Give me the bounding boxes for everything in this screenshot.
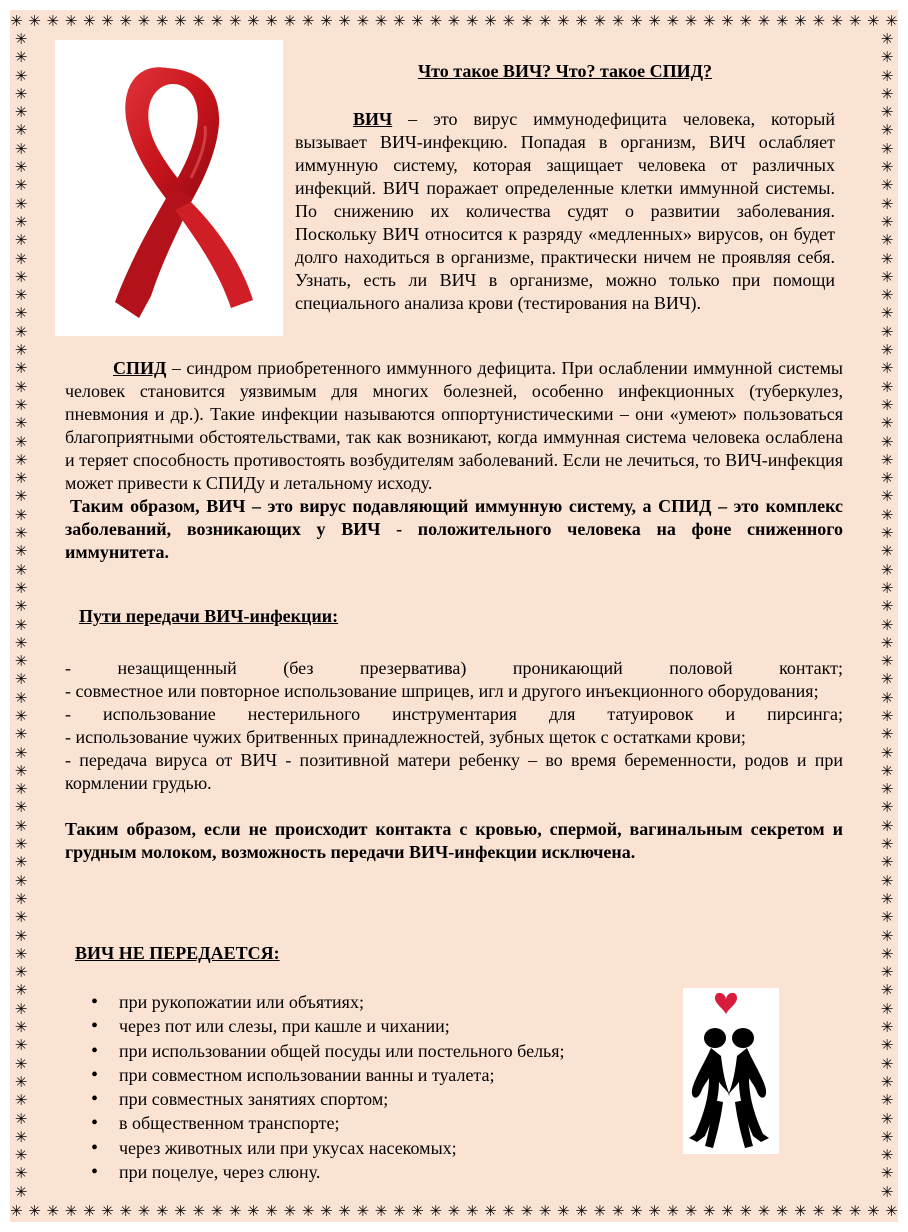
aids-definition-text: – синдром приобретенного иммунного дефицита. При ослаблении иммунной системы человек становится уязвимым для многих болезней, особенно инфекционных (туберкулез, пневмония и др.). Такие инфекции называются оппортунистическими – они «умеют» пользоваться благоприятными обстоятельствами, так как возникают, когда иммунная система человека ослаблена и теряет способность противостоять возбудителям заболеваний. Если не лечиться, то ВИЧ-инфекция может привести к СПИДу и летальному исходу.: [65, 358, 843, 493]
border-star-icon: ✳: [447, 12, 461, 30]
aids-block: [65, 357, 843, 564]
border-star-icon: ✳: [14, 743, 28, 762]
border-star-icon: ✳: [14, 597, 28, 616]
border-star-icon: ✳: [880, 322, 894, 341]
border-star-icon: ✳: [880, 469, 894, 488]
border-star-icon: ✳: [265, 12, 278, 30]
border-star-icon: ✳: [880, 84, 894, 103]
section-title: Что такое ВИЧ? Что? такое СПИД?: [417, 61, 713, 81]
border-star-icon: ✳: [880, 706, 894, 725]
border-star-icon: ✳: [575, 1202, 588, 1220]
border-star-icon: ✳: [14, 286, 28, 305]
border-star-icon: ✳: [880, 999, 894, 1018]
border-star-icon: ✳: [880, 1072, 894, 1091]
border-star-icon: ✳: [319, 1202, 333, 1220]
border-star-icon: ✳: [46, 1202, 60, 1220]
border-star-icon: ✳: [119, 1202, 132, 1220]
border-star-icon: ✳: [812, 12, 825, 30]
border-star-icon: ✳: [880, 615, 894, 634]
border-star-icon: ✳: [880, 103, 894, 122]
border-star-icon: ✳: [14, 66, 28, 85]
border-star-icon: ✳: [757, 12, 771, 30]
border-star-icon: ✳: [867, 12, 880, 30]
border-star-icon: ✳: [14, 798, 28, 817]
border-star-icon: ✳: [14, 1091, 28, 1110]
border-star-icon: ✳: [10, 12, 23, 30]
border-star-icon: ✳: [14, 688, 28, 707]
border-star-icon: ✳: [880, 1091, 894, 1110]
border-star-icon: ✳: [46, 12, 60, 30]
border-star-icon: ✳: [880, 652, 894, 671]
border-star-icon: ✳: [14, 158, 28, 177]
border-star-icon: ✳: [880, 871, 894, 890]
border-star-icon: ✳: [14, 1018, 28, 1037]
border-star-icon: ✳: [319, 12, 333, 30]
border-star-icon: ✳: [880, 1018, 894, 1037]
border-star-icon: ✳: [848, 1202, 862, 1220]
border-star-icon: ✳: [14, 944, 28, 963]
border-star-icon: ✳: [794, 12, 807, 30]
border-star-icon: ✳: [14, 1127, 28, 1146]
border-star-icon: ✳: [648, 12, 661, 30]
border-star-icon: ✳: [14, 359, 28, 378]
border-star-icon: ✳: [28, 1202, 41, 1220]
border-star-icon: ✳: [502, 12, 515, 30]
hiv-definition: [295, 108, 835, 315]
list-item: • при использовании общей посуды или постельного белья;: [65, 1039, 843, 1063]
heart-icon: [715, 993, 737, 1014]
border-star-icon: ✳: [392, 12, 406, 30]
border-star-icon: ✳: [137, 1202, 151, 1220]
border-star-icon: ✳: [830, 12, 844, 30]
border-star-icon: ✳: [880, 542, 894, 561]
list-item: • в общественном транспорте;: [65, 1111, 843, 1135]
border-star-icon: ✳: [880, 835, 894, 854]
border-star-icon: ✳: [447, 1202, 461, 1220]
border-star-icon: ✳: [557, 1202, 570, 1220]
border-star-icon: ✳: [465, 1202, 479, 1220]
list-item: • при рукопожатии или объятиях;: [65, 990, 843, 1014]
border-star-icon: ✳: [247, 1202, 260, 1220]
border-star-icon: ✳: [228, 12, 242, 30]
border-star-icon: ✳: [14, 304, 28, 323]
border-star-icon: ✳: [880, 121, 894, 140]
border-star-icon: ✳: [666, 1202, 680, 1220]
border-star-icon: ✳: [14, 194, 28, 213]
border-star-icon: ✳: [14, 963, 28, 982]
border-star-icon: ✳: [14, 395, 28, 414]
border-star-icon: ✳: [880, 487, 894, 506]
border-star-icon: ✳: [880, 414, 894, 433]
transmission-conclusion: Таким образом, если не происходит контакта с кровью, спермой, вагинальным секретом и грудным молоком, возможность передачи ВИЧ-инфекции исключена.: [65, 819, 843, 862]
border-star-icon: ✳: [757, 1202, 771, 1220]
aids-term: СПИД: [113, 358, 167, 378]
border-star-icon: ✳: [301, 1202, 315, 1220]
border-star-icon: ✳: [775, 12, 789, 30]
border-star-icon: ✳: [14, 84, 28, 103]
border-star-icon: ✳: [520, 1202, 534, 1220]
border-star-icon: ✳: [702, 1202, 716, 1220]
border-star-icon: ✳: [14, 267, 28, 286]
border-star-icon: ✳: [14, 816, 28, 835]
border-star-icon: ✳: [101, 1202, 114, 1220]
border-star-icon: ✳: [648, 1202, 661, 1220]
couple-image: [683, 988, 779, 1154]
border-star-icon: ✳: [812, 1202, 825, 1220]
kissing-couple-icon: [683, 988, 779, 1154]
border-star-icon: ✳: [14, 1109, 28, 1128]
border-star-icon: ✳: [82, 12, 96, 30]
border-star-icon: ✳: [684, 12, 698, 30]
hiv-definition-text: – это вирус иммунодефицита человека, который вызывает ВИЧ-инфекцию. Попадая в организм, ВИЧ ослабляет иммунную систему, которая защищает человека от различных инфекций. ВИЧ поражает определенные клетки иммунной системы. По снижению их количества судят о развитии заболевания. Поскольку ВИЧ относится к разряду «медленных» вирусов, он будет долго находиться в организме, практически ничем не проявляя себя. Узнать, есть ли ВИЧ в организме, можно только при помощи специального анализа крови (тестирования на ВИЧ).: [295, 109, 835, 313]
hiv-term: ВИЧ: [353, 109, 393, 129]
border-star-icon: ✳: [775, 1202, 789, 1220]
ornamental-border-left: [10, 32, 32, 1200]
list-item: • через животных или при укусах насекомых;: [65, 1136, 843, 1160]
border-star-icon: ✳: [880, 231, 894, 250]
border-star-icon: ✳: [880, 1109, 894, 1128]
border-star-icon: ✳: [880, 176, 894, 195]
border-star-icon: ✳: [174, 1202, 187, 1220]
border-star-icon: ✳: [411, 1202, 424, 1220]
border-star-icon: ✳: [265, 1202, 278, 1220]
border-star-icon: ✳: [356, 12, 370, 30]
border-star-icon: ✳: [14, 706, 28, 725]
border-star-icon: ✳: [14, 450, 28, 469]
border-star-icon: ✳: [880, 341, 894, 360]
border-star-icon: ✳: [880, 981, 894, 1000]
border-star-icon: ✳: [14, 578, 28, 597]
border-star-icon: ✳: [429, 1202, 442, 1220]
transmission-item: - незащищенный (без презерватива) проникающий половой контакт;: [65, 658, 843, 678]
border-star-icon: ✳: [14, 981, 28, 1000]
border-star-icon: ✳: [228, 1202, 242, 1220]
border-star-icon: ✳: [702, 12, 716, 30]
border-star-icon: ✳: [593, 12, 607, 30]
border-star-icon: ✳: [848, 12, 862, 30]
border-star-icon: ✳: [14, 542, 28, 561]
border-star-icon: ✳: [880, 1127, 894, 1146]
border-star-icon: ✳: [14, 1146, 28, 1165]
border-star-icon: ✳: [880, 944, 894, 963]
border-star-icon: ✳: [14, 853, 28, 872]
border-star-icon: ✳: [880, 889, 894, 908]
border-star-icon: ✳: [14, 560, 28, 579]
border-star-icon: ✳: [880, 597, 894, 616]
border-star-icon: ✳: [593, 1202, 607, 1220]
border-star-icon: ✳: [684, 1202, 698, 1220]
list-item: • через пот или слезы, при кашле и чихании;: [65, 1014, 843, 1038]
border-star-icon: ✳: [880, 359, 894, 378]
border-star-icon: ✳: [538, 12, 552, 30]
list-item: • при поцелуе, через слюну.: [65, 1160, 843, 1184]
border-star-icon: ✳: [14, 670, 28, 689]
border-star-icon: ✳: [880, 267, 894, 286]
border-star-icon: ✳: [880, 1146, 894, 1165]
border-star-icon: ✳: [283, 1202, 297, 1220]
not-transmitted-title: ВИЧ НЕ ПЕРЕДАЕТСЯ:: [75, 943, 280, 963]
transmission-item: - совместное или повторное использование шприцев, игл и другого инъекционного оборудования;: [65, 681, 819, 701]
border-star-icon: ✳: [880, 688, 894, 707]
hiv-aids-conclusion-text: Таким образом, ВИЧ – это вирус подавляющий иммунную систему, а СПИД – это комплекс заболеваний, возникающих у ВИЧ - положительного человека на фоне сниженного иммунитета.: [65, 496, 843, 562]
border-star-icon: ✳: [629, 12, 643, 30]
border-star-icon: ✳: [880, 505, 894, 524]
border-star-icon: ✳: [14, 469, 28, 488]
border-star-icon: ✳: [14, 926, 28, 945]
border-star-icon: ✳: [629, 1202, 643, 1220]
border-star-icon: ✳: [210, 1202, 224, 1220]
border-star-icon: ✳: [14, 615, 28, 634]
border-star-icon: ✳: [880, 432, 894, 451]
border-star-icon: ✳: [880, 1054, 894, 1073]
border-star-icon: ✳: [119, 12, 132, 30]
border-star-icon: ✳: [192, 1202, 205, 1220]
aids-definition: [65, 357, 843, 495]
border-star-icon: ✳: [374, 1202, 388, 1220]
ribbon-image: [55, 40, 283, 336]
border-star-icon: ✳: [880, 286, 894, 305]
ornamental-border-bottom: [10, 1200, 898, 1222]
border-star-icon: ✳: [101, 12, 114, 30]
border-star-icon: ✳: [880, 377, 894, 396]
border-star-icon: ✳: [14, 1072, 28, 1091]
border-star-icon: ✳: [14, 414, 28, 433]
border-star-icon: ✳: [374, 12, 388, 30]
transmission-list: [65, 657, 843, 795]
border-star-icon: ✳: [830, 1202, 844, 1220]
border-star-icon: ✳: [28, 12, 41, 30]
border-star-icon: ✳: [14, 505, 28, 524]
border-star-icon: ✳: [64, 1202, 78, 1220]
border-star-icon: ✳: [880, 524, 894, 543]
border-star-icon: ✳: [14, 871, 28, 890]
border-star-icon: ✳: [14, 633, 28, 652]
border-star-icon: ✳: [14, 524, 28, 543]
border-star-icon: ✳: [880, 633, 894, 652]
ornamental-border-right: [876, 32, 898, 1200]
hiv-aids-conclusion: [65, 495, 843, 564]
border-star-icon: ✳: [14, 889, 28, 908]
border-star-icon: ✳: [14, 103, 28, 122]
border-star-icon: ✳: [14, 341, 28, 360]
border-star-icon: ✳: [14, 176, 28, 195]
border-star-icon: ✳: [484, 12, 497, 30]
border-star-icon: ✳: [880, 670, 894, 689]
border-star-icon: ✳: [10, 1202, 23, 1220]
border-star-icon: ✳: [14, 231, 28, 250]
border-star-icon: ✳: [14, 121, 28, 140]
border-star-icon: ✳: [192, 12, 205, 30]
border-star-icon: ✳: [880, 798, 894, 817]
border-star-icon: ✳: [721, 1202, 734, 1220]
border-star-icon: ✳: [14, 999, 28, 1018]
transmission-title: Пути передачи ВИЧ-инфекции:: [79, 606, 339, 626]
border-star-icon: ✳: [721, 12, 734, 30]
border-star-icon: ✳: [880, 761, 894, 780]
transmission-item: - использование чужих бритвенных принадлежностей, зубных щеток с остатками крови;: [65, 727, 746, 747]
border-star-icon: ✳: [14, 322, 28, 341]
border-star-icon: ✳: [880, 1182, 894, 1200]
border-star-icon: ✳: [575, 12, 588, 30]
transmission-item: - передача вируса от ВИЧ - позитивной матери ребенку – во время беременности, родов и при кормлении грудью.: [65, 750, 843, 793]
border-star-icon: ✳: [155, 12, 169, 30]
border-star-icon: ✳: [14, 652, 28, 671]
border-star-icon: ✳: [14, 48, 28, 67]
border-star-icon: ✳: [14, 32, 28, 48]
border-star-icon: ✳: [880, 1036, 894, 1055]
ornamental-border-top: [10, 10, 898, 32]
border-star-icon: ✳: [867, 1202, 880, 1220]
border-star-icon: ✳: [880, 158, 894, 177]
border-star-icon: ✳: [538, 1202, 552, 1220]
border-star-icon: ✳: [14, 432, 28, 451]
border-star-icon: ✳: [611, 12, 625, 30]
border-star-icon: ✳: [155, 1202, 169, 1220]
border-star-icon: ✳: [739, 1202, 752, 1220]
border-star-icon: ✳: [14, 835, 28, 854]
border-star-icon: ✳: [666, 12, 680, 30]
red-ribbon-icon: [55, 40, 283, 336]
border-star-icon: ✳: [14, 761, 28, 780]
border-star-icon: ✳: [14, 139, 28, 158]
border-star-icon: ✳: [880, 780, 894, 799]
border-star-icon: ✳: [14, 377, 28, 396]
border-star-icon: ✳: [880, 48, 894, 67]
border-star-icon: ✳: [14, 1164, 28, 1183]
border-star-icon: ✳: [14, 725, 28, 744]
transmission-item: - использование нестерильного инструментария для татуировок и пирсинга;: [65, 704, 843, 724]
border-star-icon: ✳: [14, 487, 28, 506]
border-star-icon: ✳: [880, 816, 894, 835]
border-star-icon: ✳: [174, 12, 187, 30]
border-star-icon: ✳: [880, 853, 894, 872]
border-star-icon: ✳: [14, 1182, 28, 1200]
border-star-icon: ✳: [64, 12, 78, 30]
border-star-icon: ✳: [502, 1202, 515, 1220]
border-star-icon: ✳: [465, 12, 479, 30]
list-item: • при совместном использовании ванны и туалета;: [65, 1063, 843, 1087]
border-star-icon: ✳: [880, 725, 894, 744]
border-star-icon: ✳: [880, 32, 894, 48]
border-star-icon: ✳: [14, 908, 28, 927]
border-star-icon: ✳: [210, 12, 224, 30]
border-star-icon: ✳: [880, 743, 894, 762]
border-star-icon: ✳: [301, 12, 315, 30]
border-star-icon: ✳: [356, 1202, 370, 1220]
intro-block: [295, 60, 835, 315]
border-star-icon: ✳: [880, 66, 894, 85]
transmission-section: [65, 605, 843, 864]
border-star-icon: ✳: [429, 12, 442, 30]
border-star-icon: ✳: [885, 1202, 898, 1220]
border-star-icon: ✳: [880, 395, 894, 414]
border-star-icon: ✳: [880, 1164, 894, 1183]
border-star-icon: ✳: [411, 12, 424, 30]
border-star-icon: ✳: [520, 12, 534, 30]
border-star-icon: ✳: [14, 212, 28, 231]
border-star-icon: ✳: [739, 12, 752, 30]
border-star-icon: ✳: [82, 1202, 96, 1220]
border-star-icon: ✳: [338, 1202, 351, 1220]
border-star-icon: ✳: [137, 12, 151, 30]
border-star-icon: ✳: [14, 1054, 28, 1073]
border-star-icon: ✳: [611, 1202, 625, 1220]
border-star-icon: ✳: [14, 1036, 28, 1055]
list-item: • при совместных занятиях спортом;: [65, 1087, 843, 1111]
border-star-icon: ✳: [14, 249, 28, 268]
border-star-icon: ✳: [880, 560, 894, 579]
border-star-icon: ✳: [880, 304, 894, 323]
border-star-icon: ✳: [880, 450, 894, 469]
border-star-icon: ✳: [484, 1202, 497, 1220]
border-star-icon: ✳: [557, 12, 570, 30]
border-star-icon: ✳: [880, 926, 894, 945]
border-star-icon: ✳: [880, 194, 894, 213]
border-star-icon: ✳: [392, 1202, 406, 1220]
border-star-icon: ✳: [880, 249, 894, 268]
border-star-icon: ✳: [880, 963, 894, 982]
border-star-icon: ✳: [880, 908, 894, 927]
border-star-icon: ✳: [283, 12, 297, 30]
border-star-icon: ✳: [14, 780, 28, 799]
border-star-icon: ✳: [338, 12, 351, 30]
border-star-icon: ✳: [880, 139, 894, 158]
border-star-icon: ✳: [880, 212, 894, 231]
border-star-icon: ✳: [247, 12, 260, 30]
border-star-icon: ✳: [885, 12, 898, 30]
border-star-icon: ✳: [794, 1202, 807, 1220]
border-star-icon: ✳: [880, 578, 894, 597]
